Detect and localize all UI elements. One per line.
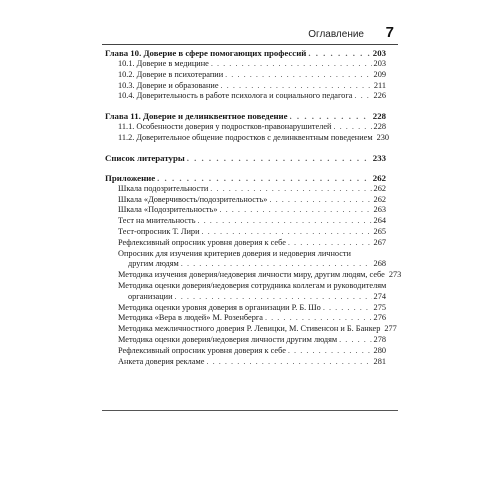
toc-title: Рефлексивный опросник уровня доверия к себе bbox=[118, 345, 286, 355]
header-rule bbox=[102, 44, 398, 45]
toc-page: 264 bbox=[373, 216, 386, 226]
running-head-section: Оглавление bbox=[308, 29, 364, 40]
toc-page: 281 bbox=[373, 356, 386, 366]
toc-title: Шкала «Доверчивость/подозрительность» bbox=[118, 194, 268, 204]
leader-dots bbox=[197, 216, 371, 227]
toc-item[interactable] bbox=[105, 270, 402, 281]
leader-dots bbox=[269, 195, 371, 206]
toc-title-line2: организации bbox=[128, 291, 173, 301]
page-header bbox=[102, 24, 398, 44]
leader-dots bbox=[323, 303, 372, 314]
footer-rule bbox=[102, 410, 398, 411]
toc-title: Анкета доверия рекламе bbox=[118, 356, 205, 366]
leader-dots bbox=[290, 111, 371, 122]
toc-item[interactable] bbox=[105, 335, 386, 346]
toc-page: 262 bbox=[373, 183, 386, 193]
toc-page: 274 bbox=[373, 291, 386, 301]
toc-title: Тест на мнительность bbox=[118, 216, 196, 226]
toc-title: 10.3. Доверие и образование bbox=[118, 80, 219, 90]
leader-dots bbox=[354, 91, 371, 102]
leader-dots bbox=[333, 122, 371, 133]
toc-chapter-10[interactable] bbox=[105, 48, 386, 59]
toc-item[interactable] bbox=[105, 70, 386, 81]
toc-chapter-11[interactable] bbox=[105, 111, 386, 122]
toc-title: Методика межличностного доверия Р. Левицки, М. Стивенсон и Б. Банкер bbox=[118, 324, 381, 334]
toc-title: Методика «Вера в людей» М. Розенберга bbox=[118, 313, 263, 323]
leader-dots bbox=[202, 227, 372, 238]
toc-title: Методика изучения доверия/недоверия личности миру, другим людям, себе bbox=[118, 270, 385, 280]
toc-item[interactable] bbox=[105, 122, 386, 133]
toc-item[interactable] bbox=[105, 195, 386, 206]
toc-item-multiline[interactable] bbox=[105, 281, 386, 303]
toc-title: 11.2. Доверительное общение подростков с делинквентным поведением bbox=[118, 132, 373, 142]
leader-dots bbox=[225, 70, 371, 81]
toc-title-line2: другим людям bbox=[128, 259, 179, 269]
toc-page: 203 bbox=[372, 48, 386, 58]
leader-dots bbox=[288, 238, 372, 249]
toc-title: Рефлексивный опросник уровня доверия к себе bbox=[118, 237, 286, 247]
leader-dots bbox=[265, 313, 372, 324]
toc-title: Глава 11. Доверие и делинквентное поведение bbox=[105, 111, 288, 122]
toc-item[interactable] bbox=[105, 132, 390, 144]
leader-dots bbox=[175, 292, 372, 303]
toc-page: 278 bbox=[373, 334, 386, 344]
leader-dots bbox=[308, 48, 370, 59]
toc-page: 230 bbox=[376, 132, 390, 142]
toc-title: 10.4. Доверительность в работе психолога и социального педагога bbox=[118, 91, 353, 101]
toc-title: 10.1. Доверие в медицине bbox=[118, 59, 209, 68]
toc-page: 273 bbox=[388, 270, 402, 280]
toc-page: 228 bbox=[373, 122, 386, 132]
toc-page: 262 bbox=[372, 172, 386, 183]
toc-page: 275 bbox=[373, 302, 386, 312]
toc-item[interactable] bbox=[105, 81, 386, 92]
leader-dots bbox=[157, 173, 371, 184]
toc-item[interactable] bbox=[105, 59, 386, 70]
toc-title: 11.1. Особенности доверия у подростков-правонарушителей bbox=[118, 122, 332, 132]
toc-item-multiline[interactable] bbox=[105, 249, 386, 271]
leader-dots bbox=[211, 59, 372, 70]
toc-item[interactable] bbox=[105, 313, 386, 324]
leader-dots bbox=[206, 357, 371, 368]
toc-title-line1: Методика оценки доверия/недоверия сотрудника коллегам и руководителям bbox=[118, 280, 387, 290]
toc-item[interactable] bbox=[105, 184, 386, 195]
leader-dots bbox=[187, 153, 371, 164]
toc-title: Методика оценки уровня доверия в организации Р. Б. Шо bbox=[118, 302, 321, 312]
toc-item[interactable] bbox=[105, 238, 386, 249]
leader-dots bbox=[181, 259, 372, 270]
toc-title: Список литературы bbox=[105, 152, 185, 163]
toc-title: Тест-опросник Т. Лири bbox=[118, 226, 200, 236]
table-of-contents bbox=[105, 48, 402, 367]
toc-page: 211 bbox=[373, 80, 386, 90]
toc-page: 265 bbox=[373, 226, 386, 236]
toc-page: 277 bbox=[384, 324, 397, 334]
toc-page: 233 bbox=[372, 152, 386, 163]
toc-title: Приложение bbox=[105, 172, 156, 183]
toc-page: 268 bbox=[373, 259, 386, 269]
toc-item[interactable] bbox=[105, 227, 386, 238]
toc-page: 276 bbox=[373, 313, 386, 323]
toc-item[interactable] bbox=[105, 205, 386, 216]
toc-page: 262 bbox=[373, 194, 386, 204]
toc-item[interactable] bbox=[105, 324, 397, 335]
leader-dots bbox=[219, 205, 371, 216]
toc-title: Глава 10. Доверие в сфере помогающих профессий bbox=[105, 48, 307, 58]
toc-page: 203 bbox=[373, 59, 386, 68]
toc-page: 226 bbox=[373, 91, 386, 101]
leader-dots bbox=[288, 346, 372, 357]
toc-page: 267 bbox=[373, 237, 386, 247]
toc-appendix[interactable] bbox=[105, 173, 386, 184]
toc-title: Шкала подозрительности bbox=[118, 183, 209, 193]
toc-item[interactable] bbox=[105, 91, 386, 102]
toc-item[interactable] bbox=[105, 346, 386, 357]
toc-page: 280 bbox=[373, 345, 386, 355]
toc-item[interactable] bbox=[105, 216, 386, 227]
toc-title-line1: Опросник для изучения критериев доверия и недоверия личности bbox=[118, 248, 351, 258]
toc-item[interactable] bbox=[105, 303, 386, 314]
toc-title: 10.2. Доверие в психотерапии bbox=[118, 69, 224, 79]
toc-page: 209 bbox=[373, 69, 386, 79]
toc-title: Шкала «Подозрительность» bbox=[118, 205, 218, 215]
toc-references[interactable] bbox=[105, 153, 386, 164]
leader-dots bbox=[339, 335, 371, 346]
leader-dots bbox=[221, 81, 372, 92]
toc-item[interactable] bbox=[105, 357, 386, 368]
toc-title: Методика оценки доверия/недоверия личности другим людям bbox=[118, 334, 338, 344]
page-number: 7 bbox=[385, 24, 394, 41]
toc-page: 228 bbox=[372, 111, 386, 122]
toc-page: 263 bbox=[373, 205, 386, 215]
leader-dots bbox=[210, 184, 371, 195]
